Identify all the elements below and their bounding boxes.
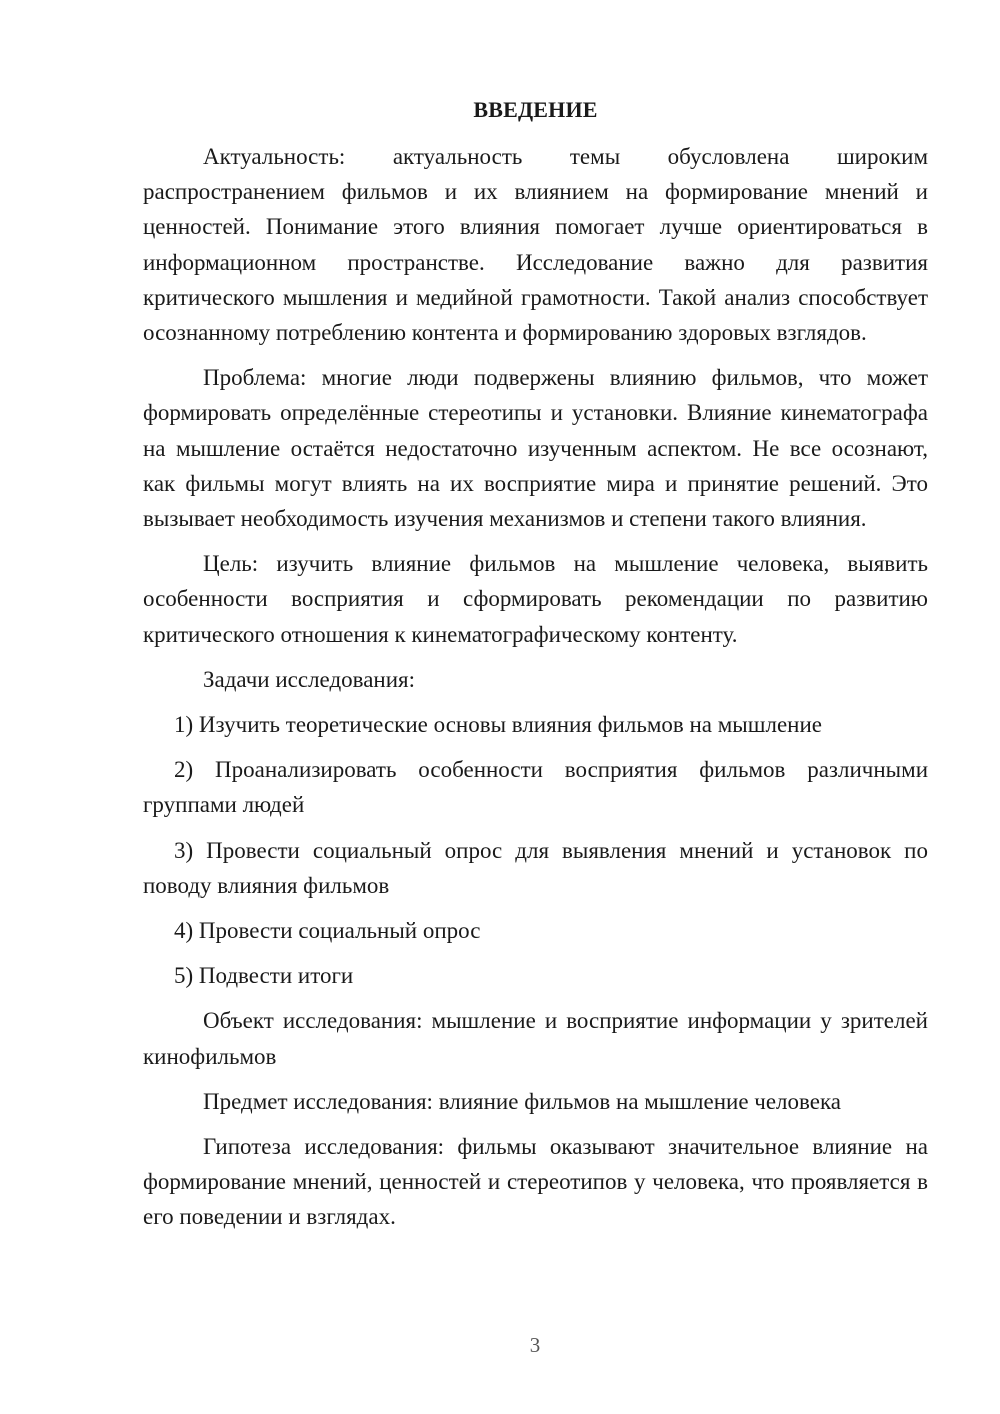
goal-paragraph: Цель: изучить влияние фильмов на мышление человека, выявить особенности восприятия и сформировать рекомендации по развитию критического отношения к кинематографическому контенту.: [143, 551, 928, 647]
hypothesis-paragraph: Гипотеза исследования: фильмы оказывают значительное влияние на формирование мнений, ценностей и стереотипов у человека, что проявляется в его поведении и взглядах.: [143, 1134, 928, 1230]
task-item-3: 3) Провести социальный опрос для выявления мнений и установок по поводу влияния фильмов: [143, 837, 928, 898]
tasks-heading: Задачи исследования:: [203, 666, 416, 692]
task-item-1: 1) Изучить теоретические основы влияния фильмов на мышление: [174, 712, 822, 738]
section-title: ВВЕДЕНИЕ: [473, 97, 598, 122]
subject-paragraph: Предмет исследования: влияние фильмов на мышление человека: [203, 1088, 842, 1114]
task-item-5: 5) Подвести итоги: [174, 963, 354, 989]
page-number: 3: [529, 1333, 541, 1357]
relevance-paragraph: Актуальность: актуальность темы обусловлена широким распространением фильмов и их влиянием на формирование мнений и ценностей. Понимание этого влияния помогает лучше ориентироваться в информационном пространстве. Исследование важно для развития критического мышления и медийной грамотности. Такой анализ способствует осознанному потреблению контента и формированию здоровых взглядов.: [143, 144, 928, 346]
task-item-2: 2) Проанализировать особенности восприятия фильмов различными группами людей: [143, 757, 928, 818]
object-paragraph: Объект исследования: мышление и восприятие информации у зрителей кинофильмов: [143, 1008, 928, 1069]
page-content: [143, 92, 928, 1245]
task-item-4: 4) Провести социальный опрос: [174, 918, 481, 944]
problem-paragraph: Проблема: многие люди подвержены влиянию фильмов, что может формировать определённые стереотипы и установки. Влияние кинематографа на мышление остаётся недостаточно изученным аспектом. Не все осознают, как фильмы могут влиять на их восприятие мира и принятие решений. Это вызывает необходимость изучения механизмов и степени такого влияния.: [143, 365, 928, 532]
